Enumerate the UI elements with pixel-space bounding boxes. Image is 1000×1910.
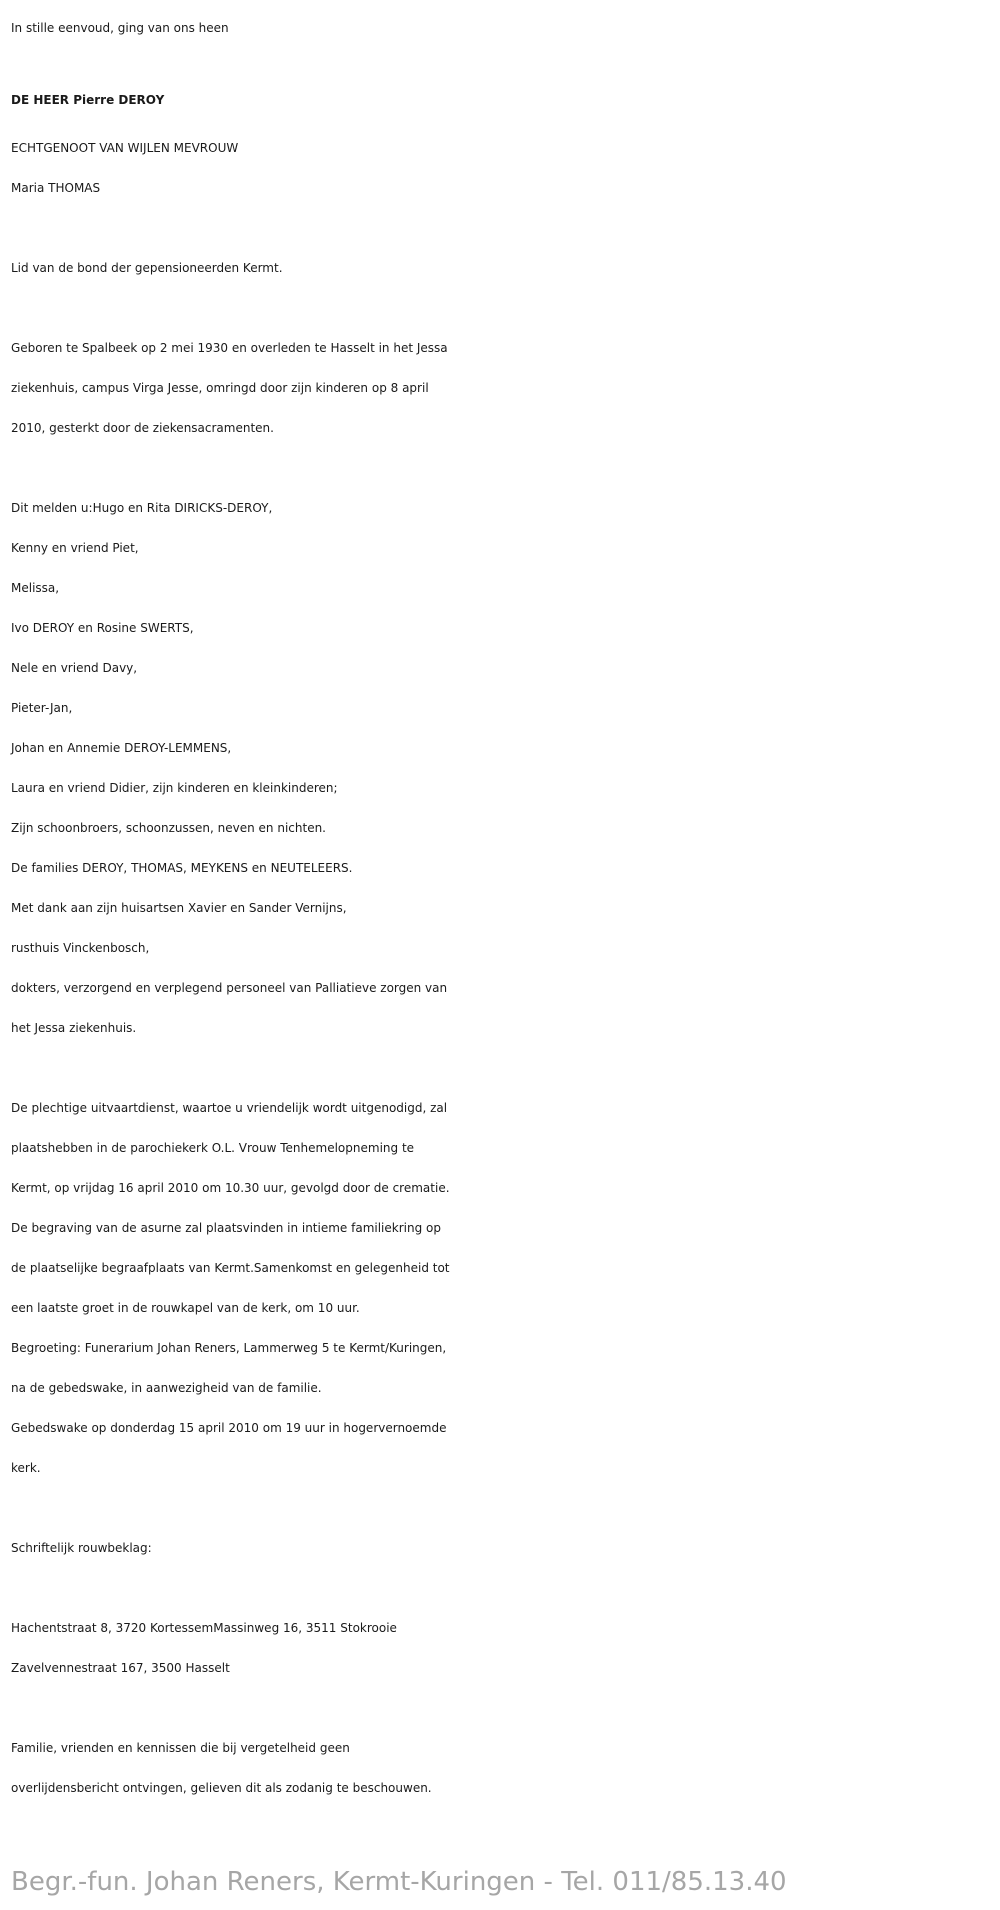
ceremony-line: Kermt, op vrijdag 16 april 2010 om 10.30 uur, gevolgd door de crematie. (11, 1181, 450, 1195)
address-line: Zavelvennestraat 167, 3500 Hasselt (11, 1661, 230, 1675)
ceremony-line: Begroeting: Funerarium Johan Reners, Lammerweg 5 te Kermt/Kuringen, (11, 1341, 447, 1355)
ceremony-line: een laatste groet in de rouwkapel van de kerk, om 10 uur. (11, 1301, 360, 1315)
intro-text: In stille eenvoud, ging van ons heen (11, 21, 229, 35)
family-line: Melissa, (11, 581, 60, 595)
closing-line: Familie, vrienden en kennissen die bij vergetelheid geen (11, 1741, 350, 1755)
address-line: Hachentstraat 8, 3720 KortessemMassinweg 16, 3511 Stokrooie (11, 1621, 397, 1635)
ceremony-line: De plechtige uitvaartdienst, waartoe u vriendelijk wordt uitgenodigd, zal (11, 1101, 448, 1115)
spouse-line-2: Maria THOMAS (11, 181, 101, 195)
spacer (11, 448, 996, 488)
family-line: het Jessa ziekenhuis. (11, 1021, 137, 1035)
spacer (11, 1048, 996, 1088)
birth-death-line: Geboren te Spalbeek op 2 mei 1930 en overleden te Hasselt in het Jessa (11, 341, 448, 355)
obituary-notice (11, 8, 996, 1808)
family-line: Pieter-Jan, (11, 701, 73, 715)
family-line: Met dank aan zijn huisartsen Xavier en Sander Vernijns, (11, 901, 347, 915)
family-line: De families DEROY, THOMAS, MEYKENS en NEUTELEERS. (11, 861, 353, 875)
family-line: rusthuis Vinckenbosch, (11, 941, 150, 955)
family-line: dokters, verzorgend en verplegend personeel van Palliatieve zorgen van (11, 981, 448, 995)
family-line: Ivo DEROY en Rosine SWERTS, (11, 621, 194, 635)
spacer (11, 1488, 996, 1528)
family-line: Kenny en vriend Piet, (11, 541, 139, 555)
spacer (11, 1688, 996, 1728)
spacer (11, 1568, 996, 1608)
ceremony-line: na de gebedswake, in aanwezigheid van de familie. (11, 1381, 322, 1395)
ceremony-line: De begraving van de asurne zal plaatsvinden in intieme familiekring op (11, 1221, 441, 1235)
family-line: Dit melden u:Hugo en Rita DIRICKS-DEROY, (11, 501, 273, 515)
spouse-line-1: ECHTGENOOT VAN WIJLEN MEVROUW (11, 141, 239, 155)
birth-death-line: 2010, gesterkt door de ziekensacramenten. (11, 421, 274, 435)
family-line: Johan en Annemie DEROY-LEMMENS, (11, 741, 232, 755)
family-line: Nele en vriend Davy, (11, 661, 138, 675)
family-line: Laura en vriend Didier, zijn kinderen en kleinkinderen; (11, 781, 338, 795)
spacer (11, 208, 996, 248)
membership-text: Lid van de bond der gepensioneerden Kermt. (11, 261, 283, 275)
funeral-home-footer: Begr.-fun. Johan Reners, Kermt-Kuringen - Tel. 011/85.13.40 (11, 1867, 787, 1897)
condolence-label: Schriftelijk rouwbeklag: (11, 1541, 152, 1555)
family-line: Zijn schoonbroers, schoonzussen, neven en nichten. (11, 821, 326, 835)
deceased-name: DE HEER Pierre DEROY (11, 93, 165, 107)
birth-death-line: ziekenhuis, campus Virga Jesse, omringd door zijn kinderen op 8 april (11, 381, 429, 395)
ceremony-line: kerk. (11, 1461, 41, 1475)
ceremony-line: plaatshebben in de parochiekerk O.L. Vrouw Tenhemelopneming te (11, 1141, 415, 1155)
ceremony-line: de plaatselijke begraafplaats van Kermt.Samenkomst en gelegenheid tot (11, 1261, 450, 1275)
closing-line: overlijdensbericht ontvingen, gelieven dit als zodanig te beschouwen. (11, 1781, 432, 1795)
ceremony-line: Gebedswake op donderdag 15 april 2010 om 19 uur in hogervernoemde (11, 1421, 447, 1435)
spacer (11, 288, 996, 328)
